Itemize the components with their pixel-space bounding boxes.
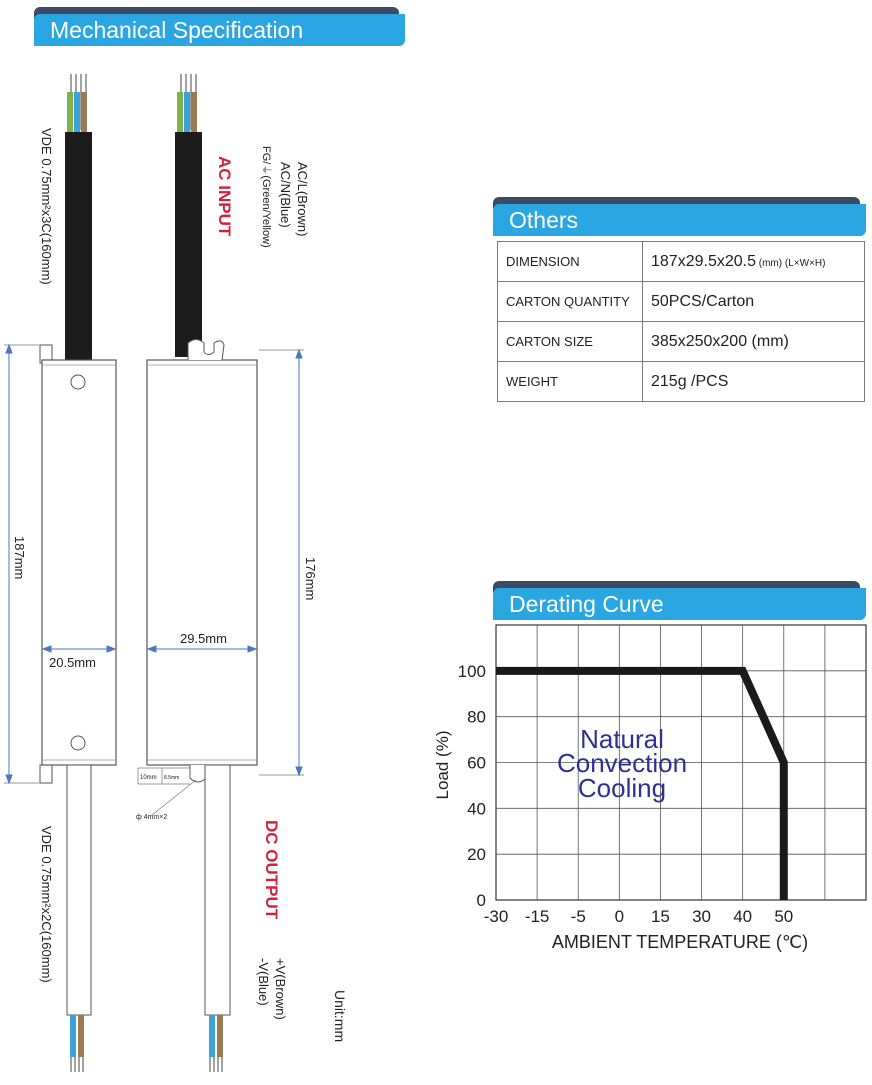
ac-input-title: AC INPUT [215,156,234,237]
dim-8-5mm-label: 8.5mm [164,775,180,781]
x-tick-labels [484,907,794,926]
table-value [643,282,865,322]
y-tick-labels [458,662,486,910]
x-tick-label: -30 [483,907,509,926]
left-dc-cable [67,765,91,1015]
x-tick-label: 30 [692,907,712,926]
x-tick-label: -15 [524,907,550,926]
table-value [643,322,865,362]
left-ac-cable [65,132,92,360]
value-suffix: (mm) (L×W×H) [755,257,826,269]
dim-176-line [259,350,304,775]
y-tick-label: 80 [467,707,486,727]
y-tick-label: 20 [467,845,486,865]
derating-banner [493,586,866,620]
annotation-line: Natural [580,724,664,754]
value-text: 50PCS/Carton [651,292,755,310]
ac-l-label: AC/L(Brown) [295,162,310,237]
ac-cable-note: VDE 0.75mm²x3C(160mm) [39,128,54,285]
dc-output-title: DC OUTPUT [262,820,281,920]
x-axis-label: AMBIENT TEMPERATURE (℃) [551,932,809,952]
derating-title: Derating Curve [493,588,866,620]
dim-10mm-label: 10mm [140,775,157,781]
mechanical-spec-title: Mechanical Specification [34,14,405,46]
table-key: CARTON QUANTITY [498,282,643,322]
right-ac-cable [175,132,202,357]
right-body [147,360,257,765]
table-value [643,242,865,282]
table-row [498,322,865,362]
table-value [643,362,865,402]
dc-minus-label: -V(Blue) [256,958,271,1006]
annotation-line: Cooling [577,773,667,803]
right-bottom-wires [209,1015,223,1072]
hole-note: ф 4mm×2 [136,814,168,821]
y-tick-label: 100 [457,661,486,681]
table-key: DIMENSION [498,242,643,282]
table-row [498,362,865,402]
others-banner [493,202,866,236]
dim-20-5-label: 20.5mm [49,655,96,670]
x-tick-label: 50 [774,907,794,926]
left-bottom-wires [70,1015,84,1072]
dim-29-5-label: 29.5mm [180,631,227,646]
right-dc-cable [205,765,230,1015]
ac-n-label: AC/N(Blue) [278,162,293,228]
x-tick-label: 15 [650,907,670,926]
value-text: 187x29.5x20.5 [651,252,756,270]
x-tick-label: -5 [570,907,586,926]
y-tick-label: 40 [467,799,486,819]
value-text: 385x250x200 (mm) [651,332,789,350]
table-key: CARTON SIZE [498,322,643,362]
table-row [498,242,865,282]
right-top-wires [177,74,197,132]
others-title: Others [493,204,866,236]
unit-label: Unit:mm [332,990,348,1043]
dim-176-label: 176mm [303,557,318,601]
others-table [497,241,865,402]
derating-chart [433,620,870,1000]
fg-label: FG/⏚(Green/Yellow) [260,146,272,248]
value-text: 215g /PCS [651,372,729,390]
dim-187-label: 187mm [12,536,27,580]
dc-cable-note: VDE 0.75mm²x2C(160mm) [39,826,54,983]
mount-hole [71,736,85,750]
left-body [42,360,116,765]
x-tick-label: 40 [733,907,753,926]
dc-plus-label: +V(Brown) [273,958,288,1020]
mount-hole [71,375,85,389]
x-tick-label: 0 [614,907,625,926]
table-row [498,282,865,322]
annotation-line: Convection [556,748,688,778]
y-tick-label: 0 [476,891,486,910]
y-tick-label: 60 [467,753,486,773]
y-axis-label: Load (%) [433,730,452,800]
top-mount-slot [188,340,224,361]
left-mount-tab [40,765,52,783]
table-key: WEIGHT [498,362,643,402]
left-top-wires [67,74,87,132]
